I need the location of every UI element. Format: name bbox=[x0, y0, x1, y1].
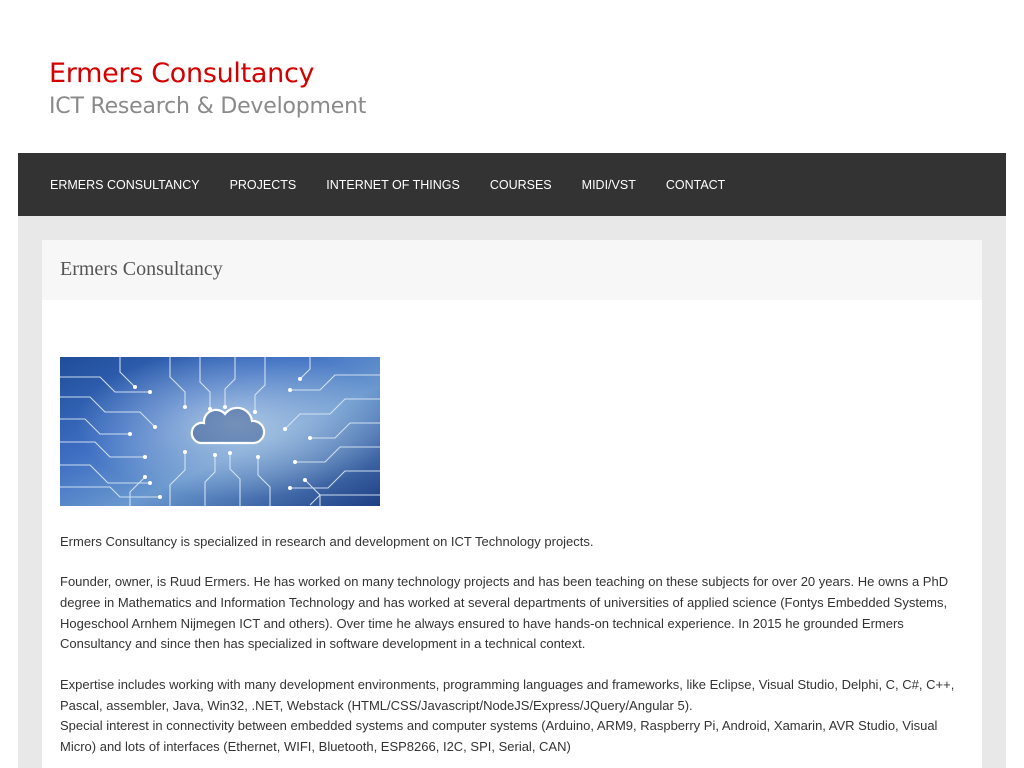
nav-item-ermers-consultancy[interactable]: ERMERS CONSULTANCY bbox=[50, 177, 200, 192]
site-tagline: ICT Research & Development bbox=[49, 94, 367, 119]
nav-item-projects[interactable]: PROJECTS bbox=[229, 177, 297, 192]
founder-paragraph: Founder, owner, is Ruud Ermers. He has worked on many technology projects and has been teaching on these subjects for over 20 years. He owns a PhD degree in Mathematics and Information Technology and has worked at several departments of universities of applied science (Fontys Embedded Systems, Hogeschool Arnhem Nijmegen ICT and others). Over time he always ensured to have hands-on technical experience. In 2015 he grounded Ermers Consultancy and since then has specialized in software development in a technical context. bbox=[60, 574, 949, 652]
nav-item-internet-of-things[interactable]: INTERNET OF THINGS bbox=[326, 177, 460, 192]
nav-item-midi-vst[interactable]: MIDI/VST bbox=[581, 177, 636, 192]
special-interest-paragraph: Special interest in connectivity between embedded systems and computer systems (Arduino, ARM9, Raspberry Pi, Android, Xamarin, AVR Studio, Visual Micro) and lots of interfaces (Ethernet, WIFI, Bluetooth, ESP8266, I2C, SPI, Serial, CAN) bbox=[60, 718, 938, 754]
expertise-paragraph: Expertise includes working with many development environments, programming languages and frameworks, like Eclipse, Visual Studio, Delphi, C, C#, C++, Pascal, assembler, Java, Win32, .NET, Webstack (HTML/CSS/Javascript/NodeJS/Express/JQuery/Angular 5). bbox=[60, 677, 955, 713]
nav-item-contact[interactable]: CONTACT bbox=[665, 177, 726, 192]
circuit-board-cloud-image bbox=[60, 357, 380, 506]
site-title[interactable]: Ermers Consultancy bbox=[49, 58, 315, 89]
content-panel bbox=[42, 240, 982, 768]
nav-item-courses[interactable]: COURSES bbox=[489, 177, 552, 192]
main-navigation bbox=[18, 153, 1006, 216]
panel-header bbox=[42, 240, 982, 300]
site-header bbox=[0, 0, 1024, 153]
intro-paragraph: Ermers Consultancy is specialized in research and development on ICT Technology projects. bbox=[60, 534, 594, 549]
page-title: Ermers Consultancy bbox=[60, 258, 223, 280]
